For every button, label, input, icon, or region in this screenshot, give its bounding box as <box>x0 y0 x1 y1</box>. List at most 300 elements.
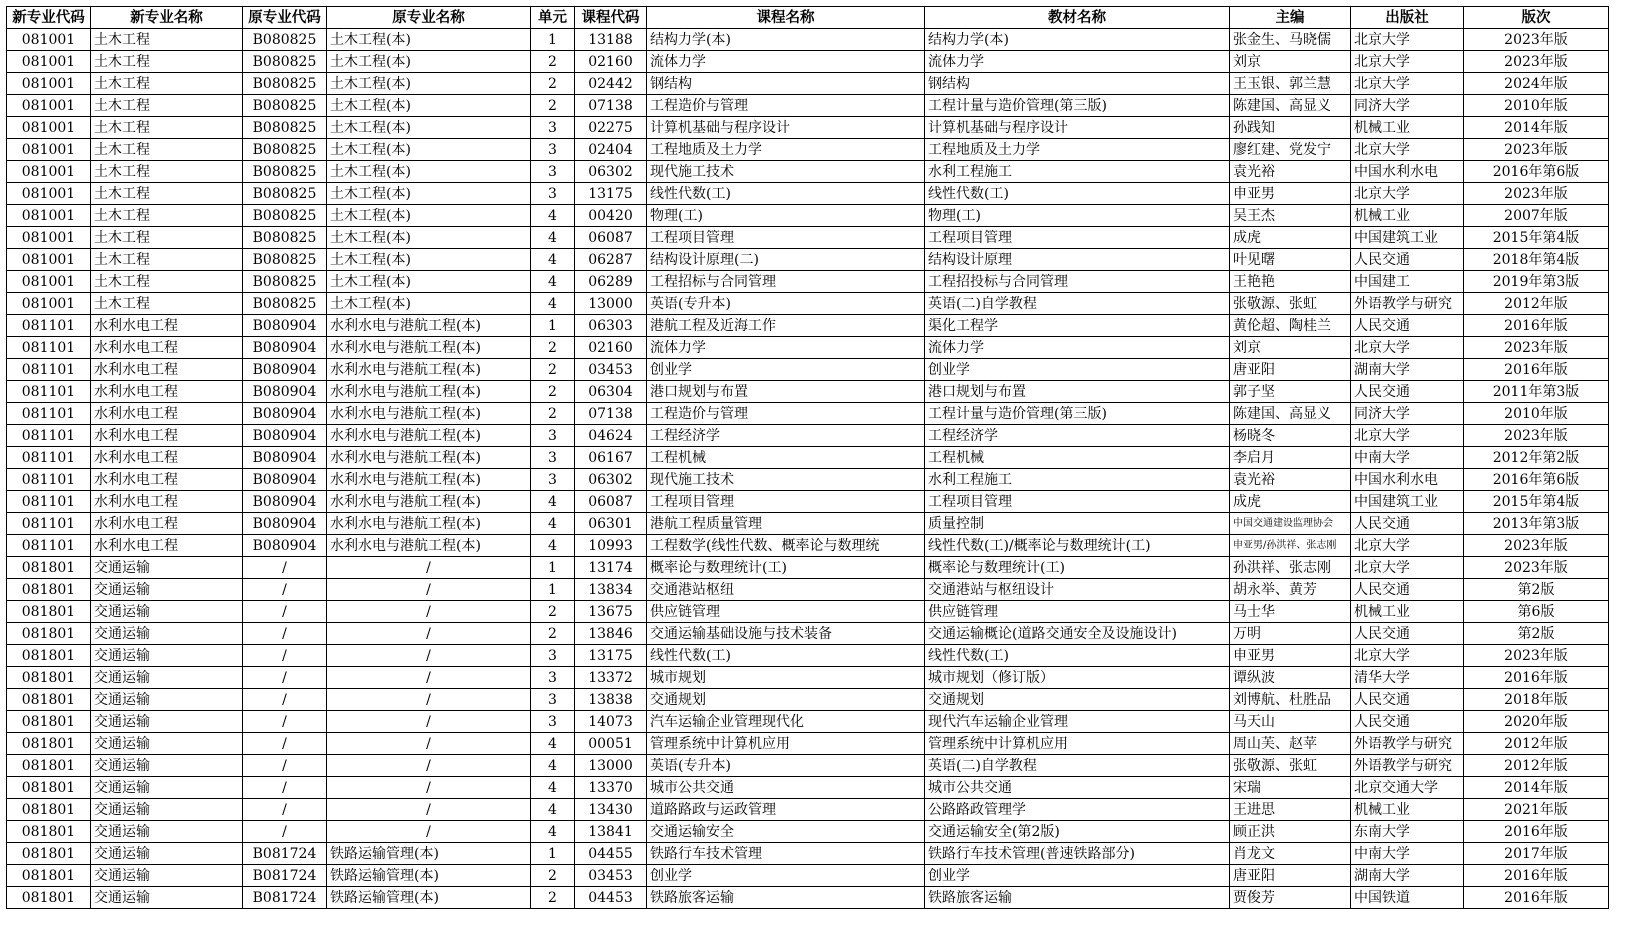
cell-course-code: 06087 <box>575 227 647 249</box>
cell-old-major-code: B080825 <box>243 227 327 249</box>
cell-course-name: 物理(工) <box>647 205 925 227</box>
cell-course-code: 13000 <box>575 293 647 315</box>
cell-edition: 第2版 <box>1464 579 1609 601</box>
cell-publisher: 人民交通 <box>1351 315 1464 337</box>
cell-publisher: 中国建工 <box>1351 271 1464 293</box>
cell-editor: 刘京 <box>1230 337 1351 359</box>
cell-course-name: 城市规划 <box>647 667 925 689</box>
cell-old-major-name: / <box>327 667 531 689</box>
table-row <box>7 865 1609 887</box>
cell-old-major-name: 水利水电与港航工程(本) <box>327 469 531 491</box>
table-row <box>7 359 1609 381</box>
cell-new-major-code: 081801 <box>7 843 91 865</box>
cell-old-major-name: 土木工程(本) <box>327 29 531 51</box>
cell-old-major-code: / <box>243 777 327 799</box>
cell-edition: 2023年版 <box>1464 139 1609 161</box>
cell-editor: 宋瑞 <box>1230 777 1351 799</box>
cell-new-major-name: 交通运输 <box>91 821 243 843</box>
cell-course-name: 工程项目管理 <box>647 227 925 249</box>
cell-old-major-name: 土木工程(本) <box>327 73 531 95</box>
table-row <box>7 755 1609 777</box>
table-row <box>7 249 1609 271</box>
cell-unit: 4 <box>531 733 575 755</box>
cell-new-major-name: 土木工程 <box>91 293 243 315</box>
table-row <box>7 315 1609 337</box>
cell-course-code: 10993 <box>575 535 647 557</box>
cell-course-code: 13838 <box>575 689 647 711</box>
header-course-name: 课程名称 <box>647 7 925 29</box>
cell-new-major-code: 081801 <box>7 601 91 623</box>
table-row <box>7 161 1609 183</box>
cell-publisher: 北京大学 <box>1351 183 1464 205</box>
table-row <box>7 425 1609 447</box>
cell-editor: 谭纵波 <box>1230 667 1351 689</box>
table-row <box>7 821 1609 843</box>
cell-publisher: 北京大学 <box>1351 73 1464 95</box>
cell-edition: 2012年第2版 <box>1464 447 1609 469</box>
cell-publisher: 北京大学 <box>1351 51 1464 73</box>
cell-edition: 2012年版 <box>1464 755 1609 777</box>
cell-new-major-name: 交通运输 <box>91 689 243 711</box>
cell-edition: 2018年第4版 <box>1464 249 1609 271</box>
cell-new-major-name: 土木工程 <box>91 227 243 249</box>
cell-new-major-name: 水利水电工程 <box>91 425 243 447</box>
cell-course-name: 计算机基础与程序设计 <box>647 117 925 139</box>
cell-course-name: 工程造价与管理 <box>647 95 925 117</box>
table-row <box>7 579 1609 601</box>
cell-course-name: 线性代数(工) <box>647 183 925 205</box>
cell-edition: 2015年第4版 <box>1464 491 1609 513</box>
cell-textbook-name: 交通规划 <box>925 689 1230 711</box>
cell-edition: 2007年版 <box>1464 205 1609 227</box>
table-row <box>7 535 1609 557</box>
cell-course-name: 创业学 <box>647 865 925 887</box>
cell-publisher: 清华大学 <box>1351 667 1464 689</box>
cell-publisher: 外语教学与研究 <box>1351 293 1464 315</box>
cell-old-major-code: / <box>243 799 327 821</box>
cell-course-name: 现代施工技术 <box>647 161 925 183</box>
table-row <box>7 645 1609 667</box>
cell-new-major-code: 081801 <box>7 667 91 689</box>
cell-old-major-name: 水利水电与港航工程(本) <box>327 513 531 535</box>
cell-editor: 马士华 <box>1230 601 1351 623</box>
cell-new-major-code: 081101 <box>7 447 91 469</box>
cell-old-major-code: B080825 <box>243 161 327 183</box>
cell-old-major-name: 水利水电与港航工程(本) <box>327 425 531 447</box>
cell-editor: 申亚男 <box>1230 183 1351 205</box>
header-new-major-name: 新专业名称 <box>91 7 243 29</box>
cell-unit: 4 <box>531 513 575 535</box>
cell-unit: 4 <box>531 293 575 315</box>
cell-old-major-code: / <box>243 557 327 579</box>
cell-textbook-name: 港口规划与布置 <box>925 381 1230 403</box>
cell-unit: 3 <box>531 469 575 491</box>
cell-new-major-name: 交通运输 <box>91 711 243 733</box>
cell-edition: 2023年版 <box>1464 183 1609 205</box>
cell-editor: 孙践知 <box>1230 117 1351 139</box>
cell-course-name: 管理系统中计算机应用 <box>647 733 925 755</box>
cell-publisher: 北京大学 <box>1351 535 1464 557</box>
cell-old-major-name: / <box>327 733 531 755</box>
cell-textbook-name: 物理(工) <box>925 205 1230 227</box>
cell-edition: 2020年版 <box>1464 711 1609 733</box>
cell-new-major-name: 交通运输 <box>91 799 243 821</box>
cell-edition: 2016年版 <box>1464 865 1609 887</box>
cell-old-major-code: / <box>243 755 327 777</box>
cell-unit: 4 <box>531 249 575 271</box>
cell-new-major-name: 水利水电工程 <box>91 535 243 557</box>
cell-new-major-name: 水利水电工程 <box>91 513 243 535</box>
cell-textbook-name: 工程计量与造价管理(第三版) <box>925 403 1230 425</box>
cell-course-name: 交通规划 <box>647 689 925 711</box>
cell-old-major-code: / <box>243 821 327 843</box>
table-row <box>7 95 1609 117</box>
cell-textbook-name: 水利工程施工 <box>925 161 1230 183</box>
cell-unit: 2 <box>531 887 575 909</box>
cell-old-major-code: / <box>243 689 327 711</box>
cell-editor: 唐亚阳 <box>1230 359 1351 381</box>
cell-old-major-name: 水利水电与港航工程(本) <box>327 403 531 425</box>
cell-new-major-name: 交通运输 <box>91 755 243 777</box>
table-header <box>7 7 1609 29</box>
cell-textbook-name: 交通运输概论(道路交通安全及设施设计) <box>925 623 1230 645</box>
cell-old-major-name: 土木工程(本) <box>327 293 531 315</box>
cell-editor: 万明 <box>1230 623 1351 645</box>
cell-course-name: 工程项目管理 <box>647 491 925 513</box>
cell-editor: 周山芙、赵苹 <box>1230 733 1351 755</box>
cell-new-major-name: 土木工程 <box>91 183 243 205</box>
table-row <box>7 205 1609 227</box>
cell-old-major-name: 水利水电与港航工程(本) <box>327 491 531 513</box>
cell-textbook-name: 线性代数(工) <box>925 183 1230 205</box>
cell-edition: 2011年第3版 <box>1464 381 1609 403</box>
table-row <box>7 667 1609 689</box>
table-row <box>7 117 1609 139</box>
cell-publisher: 东南大学 <box>1351 821 1464 843</box>
cell-new-major-code: 081001 <box>7 161 91 183</box>
cell-new-major-name: 水利水电工程 <box>91 403 243 425</box>
cell-edition: 2012年版 <box>1464 733 1609 755</box>
cell-new-major-code: 081001 <box>7 73 91 95</box>
cell-old-major-name: / <box>327 579 531 601</box>
cell-course-name: 工程数学(线性代数、概率论与数理统 <box>647 535 925 557</box>
cell-course-code: 13188 <box>575 29 647 51</box>
cell-publisher: 北京大学 <box>1351 645 1464 667</box>
cell-new-major-name: 交通运输 <box>91 623 243 645</box>
cell-old-major-code: B080904 <box>243 315 327 337</box>
cell-textbook-name: 创业学 <box>925 865 1230 887</box>
cell-new-major-name: 交通运输 <box>91 733 243 755</box>
cell-new-major-code: 081801 <box>7 887 91 909</box>
cell-course-name: 港航工程及近海工作 <box>647 315 925 337</box>
cell-editor: 申亚男 <box>1230 645 1351 667</box>
cell-textbook-name: 管理系统中计算机应用 <box>925 733 1230 755</box>
cell-old-major-code: / <box>243 667 327 689</box>
cell-course-name: 工程招标与合同管理 <box>647 271 925 293</box>
cell-unit: 4 <box>531 799 575 821</box>
cell-publisher: 人民交通 <box>1351 513 1464 535</box>
cell-course-code: 06302 <box>575 161 647 183</box>
cell-unit: 2 <box>531 359 575 381</box>
cell-edition: 2018年版 <box>1464 689 1609 711</box>
cell-textbook-name: 流体力学 <box>925 337 1230 359</box>
table-row <box>7 491 1609 513</box>
cell-unit: 4 <box>531 205 575 227</box>
cell-editor: 中国交通建设监理协会 <box>1230 513 1351 535</box>
cell-edition: 2023年版 <box>1464 645 1609 667</box>
cell-publisher: 北京交通大学 <box>1351 777 1464 799</box>
cell-course-name: 英语(专升本) <box>647 293 925 315</box>
cell-publisher: 人民交通 <box>1351 579 1464 601</box>
cell-new-major-code: 081101 <box>7 513 91 535</box>
cell-course-code: 13175 <box>575 183 647 205</box>
cell-textbook-name: 工程经济学 <box>925 425 1230 447</box>
cell-editor: 刘京 <box>1230 51 1351 73</box>
table-row <box>7 689 1609 711</box>
cell-editor: 申亚男/孙洪祥、张志刚 <box>1230 535 1351 557</box>
cell-new-major-code: 081801 <box>7 557 91 579</box>
cell-unit: 2 <box>531 95 575 117</box>
cell-textbook-name: 铁路旅客运输 <box>925 887 1230 909</box>
cell-course-code: 06303 <box>575 315 647 337</box>
cell-course-name: 创业学 <box>647 359 925 381</box>
cell-textbook-name: 英语(二)自学教程 <box>925 755 1230 777</box>
cell-old-major-name: / <box>327 557 531 579</box>
cell-publisher: 人民交通 <box>1351 689 1464 711</box>
cell-course-code: 13174 <box>575 557 647 579</box>
table-row <box>7 271 1609 293</box>
cell-edition: 2016年第6版 <box>1464 469 1609 491</box>
cell-course-name: 工程经济学 <box>647 425 925 447</box>
cell-course-code: 13430 <box>575 799 647 821</box>
cell-old-major-name: 土木工程(本) <box>327 117 531 139</box>
cell-publisher: 中国铁道 <box>1351 887 1464 909</box>
cell-unit: 1 <box>531 315 575 337</box>
cell-old-major-name: 铁路运输管理(本) <box>327 843 531 865</box>
cell-course-code: 03453 <box>575 865 647 887</box>
cell-publisher: 中国建筑工业 <box>1351 491 1464 513</box>
cell-edition: 2016年版 <box>1464 359 1609 381</box>
cell-editor: 李启月 <box>1230 447 1351 469</box>
cell-unit: 3 <box>531 447 575 469</box>
table-row <box>7 843 1609 865</box>
cell-textbook-name: 城市公共交通 <box>925 777 1230 799</box>
cell-old-major-name: 铁路运输管理(本) <box>327 887 531 909</box>
table-row <box>7 623 1609 645</box>
table-row <box>7 183 1609 205</box>
cell-new-major-name: 水利水电工程 <box>91 337 243 359</box>
cell-old-major-code: / <box>243 623 327 645</box>
cell-new-major-name: 土木工程 <box>91 249 243 271</box>
cell-publisher: 中南大学 <box>1351 447 1464 469</box>
cell-publisher: 北京大学 <box>1351 337 1464 359</box>
cell-editor: 孙洪祥、张志刚 <box>1230 557 1351 579</box>
cell-publisher: 北京大学 <box>1351 139 1464 161</box>
cell-edition: 2023年版 <box>1464 557 1609 579</box>
cell-new-major-code: 081801 <box>7 799 91 821</box>
cell-publisher: 北京大学 <box>1351 425 1464 447</box>
cell-old-major-name: 土木工程(本) <box>327 249 531 271</box>
cell-textbook-name: 渠化工程学 <box>925 315 1230 337</box>
cell-new-major-name: 土木工程 <box>91 95 243 117</box>
cell-old-major-code: B080825 <box>243 205 327 227</box>
cell-textbook-name: 创业学 <box>925 359 1230 381</box>
cell-old-major-code: B080825 <box>243 73 327 95</box>
cell-unit: 4 <box>531 777 575 799</box>
cell-editor: 郭子坚 <box>1230 381 1351 403</box>
cell-publisher: 同济大学 <box>1351 95 1464 117</box>
cell-unit: 3 <box>531 161 575 183</box>
cell-editor: 叶见曙 <box>1230 249 1351 271</box>
cell-edition: 2021年版 <box>1464 799 1609 821</box>
cell-unit: 3 <box>531 689 575 711</box>
cell-textbook-name: 工程地质及土力学 <box>925 139 1230 161</box>
cell-old-major-name: 土木工程(本) <box>327 139 531 161</box>
cell-editor: 张金生、马晓儒 <box>1230 29 1351 51</box>
cell-old-major-code: / <box>243 711 327 733</box>
cell-editor: 王进思 <box>1230 799 1351 821</box>
cell-unit: 2 <box>531 623 575 645</box>
cell-old-major-code: B080904 <box>243 403 327 425</box>
cell-course-code: 06087 <box>575 491 647 513</box>
cell-new-major-name: 交通运输 <box>91 887 243 909</box>
header-new-major-code: 新专业代码 <box>7 7 91 29</box>
cell-course-code: 06302 <box>575 469 647 491</box>
cell-textbook-name: 工程招投标与合同管理 <box>925 271 1230 293</box>
cell-old-major-code: B080904 <box>243 447 327 469</box>
cell-editor: 刘博航、杜胜品 <box>1230 689 1351 711</box>
cell-new-major-code: 081101 <box>7 359 91 381</box>
cell-course-name: 城市公共交通 <box>647 777 925 799</box>
cell-new-major-code: 081001 <box>7 271 91 293</box>
cell-unit: 1 <box>531 29 575 51</box>
cell-new-major-code: 081801 <box>7 821 91 843</box>
cell-publisher: 外语教学与研究 <box>1351 733 1464 755</box>
cell-publisher: 机械工业 <box>1351 117 1464 139</box>
cell-old-major-name: 土木工程(本) <box>327 51 531 73</box>
cell-old-major-code: B080904 <box>243 337 327 359</box>
cell-new-major-name: 土木工程 <box>91 29 243 51</box>
cell-old-major-code: B080825 <box>243 29 327 51</box>
cell-new-major-name: 交通运输 <box>91 777 243 799</box>
cell-new-major-code: 081101 <box>7 425 91 447</box>
cell-textbook-name: 钢结构 <box>925 73 1230 95</box>
cell-new-major-code: 081801 <box>7 645 91 667</box>
cell-new-major-name: 土木工程 <box>91 51 243 73</box>
cell-edition: 第2版 <box>1464 623 1609 645</box>
cell-course-name: 概率论与数理统计(工) <box>647 557 925 579</box>
cell-edition: 2016年版 <box>1464 667 1609 689</box>
cell-course-code: 00420 <box>575 205 647 227</box>
cell-course-code: 02275 <box>575 117 647 139</box>
cell-unit: 1 <box>531 557 575 579</box>
cell-new-major-name: 土木工程 <box>91 73 243 95</box>
cell-publisher: 北京大学 <box>1351 29 1464 51</box>
header-edition: 版次 <box>1464 7 1609 29</box>
table-row <box>7 403 1609 425</box>
cell-unit: 3 <box>531 183 575 205</box>
cell-edition: 第6版 <box>1464 601 1609 623</box>
cell-old-major-name: 土木工程(本) <box>327 205 531 227</box>
cell-old-major-code: / <box>243 645 327 667</box>
cell-old-major-name: 铁路运输管理(本) <box>327 865 531 887</box>
cell-old-major-name: 水利水电与港航工程(本) <box>327 359 531 381</box>
cell-textbook-name: 交通港站与枢纽设计 <box>925 579 1230 601</box>
cell-old-major-name: 水利水电与港航工程(本) <box>327 315 531 337</box>
cell-course-code: 06289 <box>575 271 647 293</box>
cell-new-major-name: 交通运输 <box>91 557 243 579</box>
cell-publisher: 外语教学与研究 <box>1351 755 1464 777</box>
cell-old-major-code: / <box>243 579 327 601</box>
cell-new-major-code: 081101 <box>7 337 91 359</box>
cell-new-major-code: 081001 <box>7 227 91 249</box>
cell-new-major-name: 水利水电工程 <box>91 381 243 403</box>
cell-editor: 王艳艳 <box>1230 271 1351 293</box>
cell-new-major-code: 081801 <box>7 777 91 799</box>
cell-course-name: 流体力学 <box>647 51 925 73</box>
cell-course-name: 铁路行车技术管理 <box>647 843 925 865</box>
cell-old-major-code: / <box>243 601 327 623</box>
cell-course-code: 00051 <box>575 733 647 755</box>
cell-new-major-code: 081801 <box>7 579 91 601</box>
table-row <box>7 557 1609 579</box>
cell-new-major-name: 水利水电工程 <box>91 469 243 491</box>
cell-new-major-name: 交通运输 <box>91 579 243 601</box>
cell-publisher: 人民交通 <box>1351 711 1464 733</box>
cell-edition: 2016年版 <box>1464 821 1609 843</box>
cell-new-major-code: 081801 <box>7 755 91 777</box>
cell-old-major-code: B080904 <box>243 469 327 491</box>
cell-old-major-name: / <box>327 689 531 711</box>
cell-course-code: 06167 <box>575 447 647 469</box>
cell-new-major-name: 交通运输 <box>91 667 243 689</box>
cell-new-major-code: 081801 <box>7 711 91 733</box>
cell-editor: 张敬源、张虹 <box>1230 755 1351 777</box>
cell-course-name: 流体力学 <box>647 337 925 359</box>
cell-new-major-name: 土木工程 <box>91 271 243 293</box>
header-old-major-name: 原专业名称 <box>327 7 531 29</box>
cell-edition: 2023年版 <box>1464 29 1609 51</box>
cell-new-major-name: 水利水电工程 <box>91 315 243 337</box>
cell-new-major-code: 081101 <box>7 381 91 403</box>
cell-editor: 廖红建、党发宁 <box>1230 139 1351 161</box>
cell-new-major-code: 081801 <box>7 623 91 645</box>
cell-edition: 2017年版 <box>1464 843 1609 865</box>
cell-new-major-code: 081001 <box>7 117 91 139</box>
cell-old-major-code: B081724 <box>243 887 327 909</box>
cell-new-major-code: 081801 <box>7 689 91 711</box>
cell-editor: 张敬源、张虹 <box>1230 293 1351 315</box>
table-row <box>7 227 1609 249</box>
cell-textbook-name: 工程机械 <box>925 447 1230 469</box>
cell-new-major-name: 交通运输 <box>91 601 243 623</box>
cell-publisher: 中国建筑工业 <box>1351 227 1464 249</box>
cell-course-code: 02160 <box>575 51 647 73</box>
cell-new-major-code: 081101 <box>7 403 91 425</box>
cell-old-major-code: B080904 <box>243 535 327 557</box>
cell-editor: 吴王杰 <box>1230 205 1351 227</box>
cell-old-major-name: / <box>327 645 531 667</box>
cell-old-major-name: / <box>327 755 531 777</box>
cell-textbook-name: 工程项目管理 <box>925 491 1230 513</box>
cell-course-name: 结构设计原理(二) <box>647 249 925 271</box>
cell-textbook-name: 城市规划（修订版） <box>925 667 1230 689</box>
table-row <box>7 337 1609 359</box>
cell-textbook-name: 流体力学 <box>925 51 1230 73</box>
cell-publisher: 湖南大学 <box>1351 359 1464 381</box>
cell-course-name: 交通运输基础设施与技术装备 <box>647 623 925 645</box>
cell-old-major-code: B080825 <box>243 293 327 315</box>
